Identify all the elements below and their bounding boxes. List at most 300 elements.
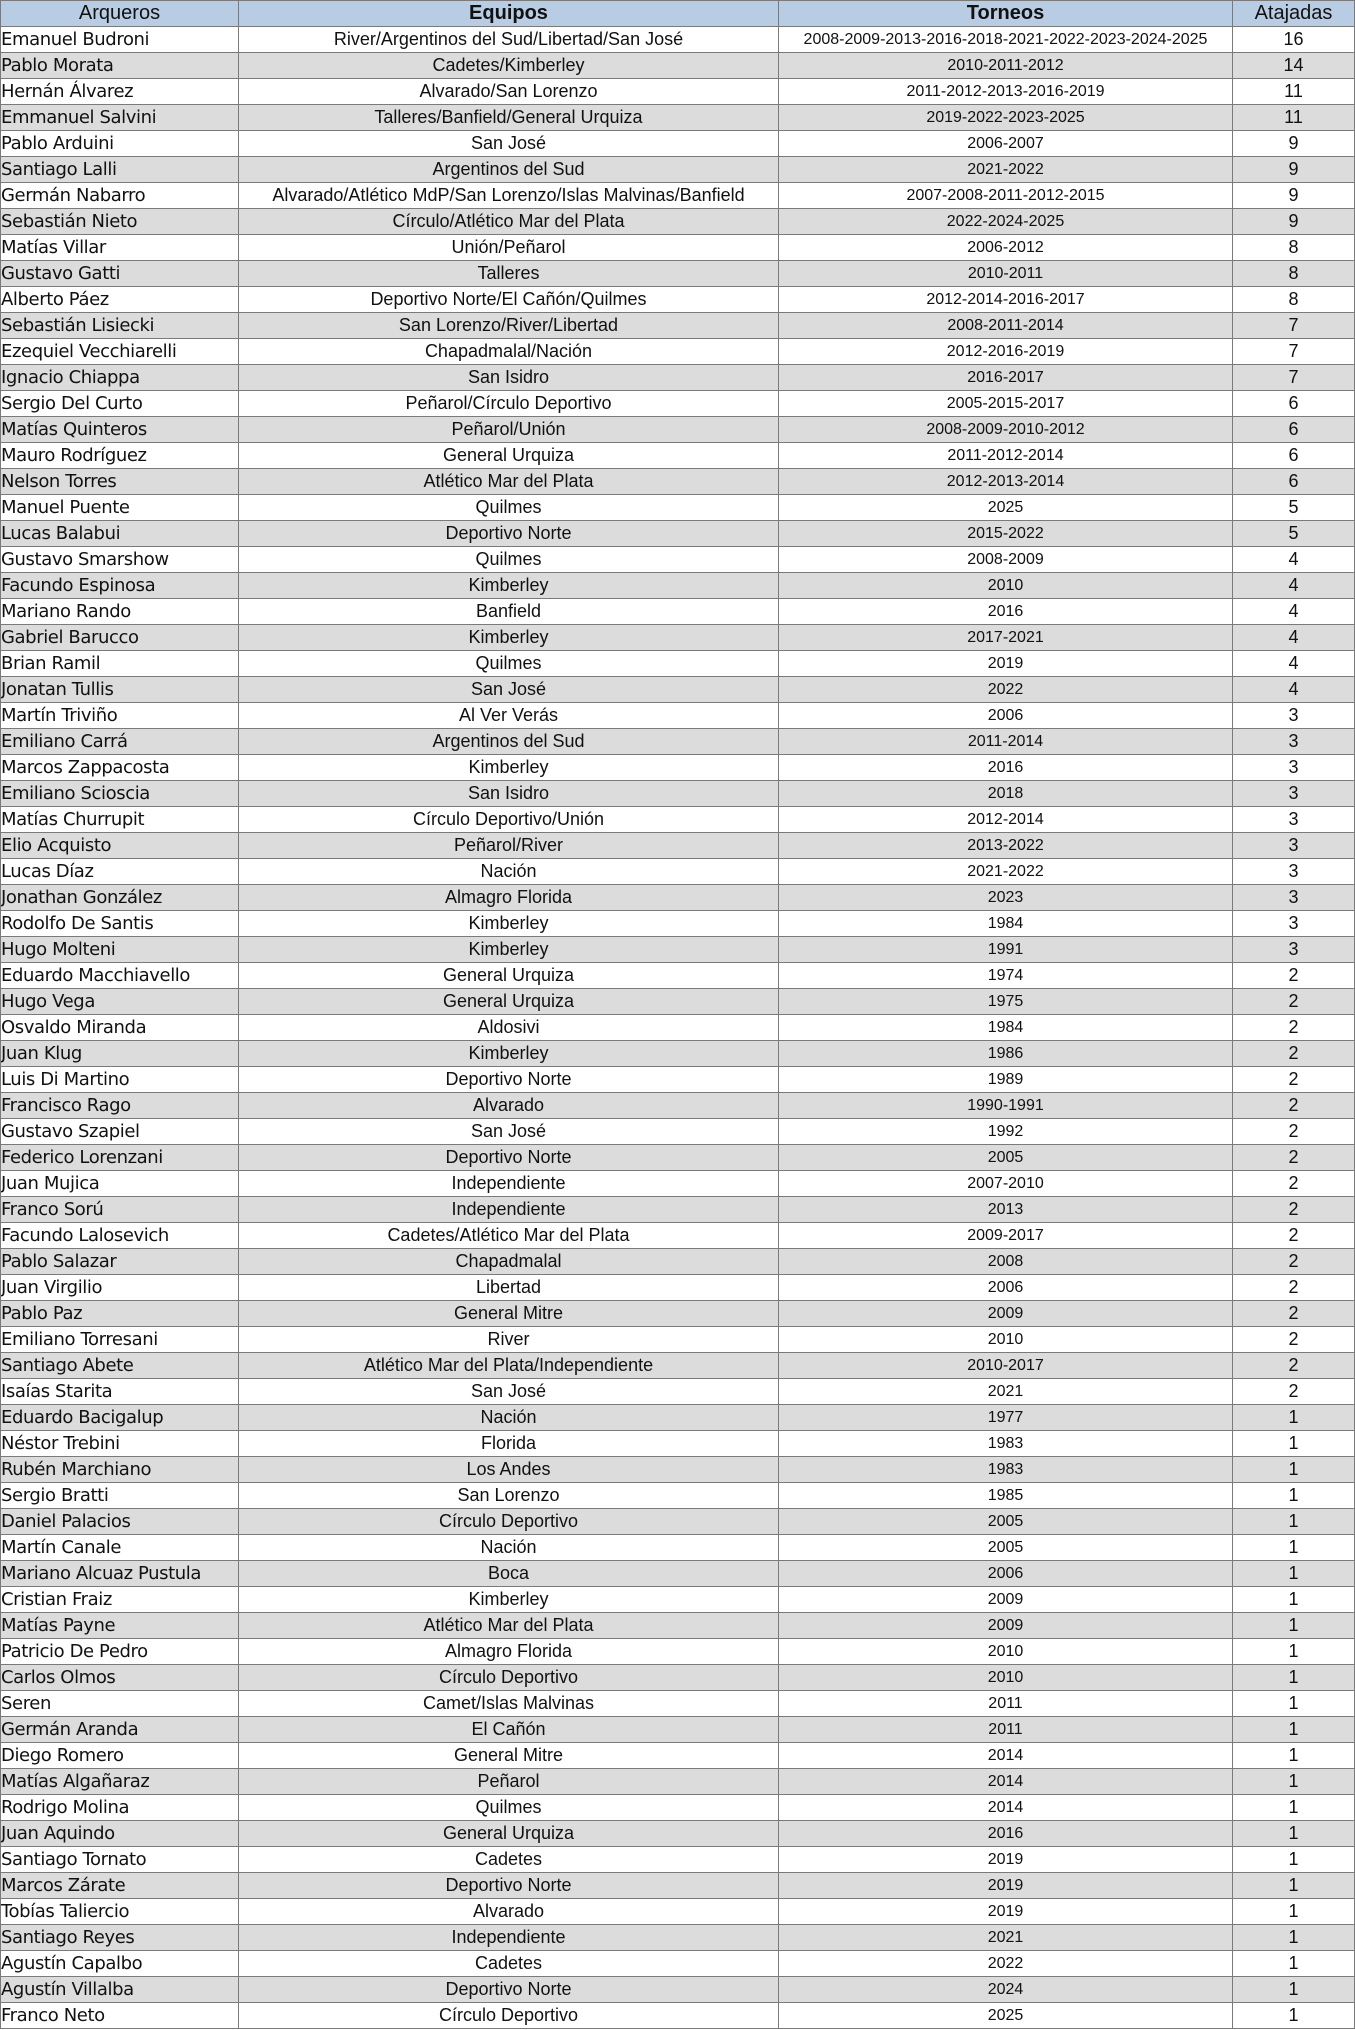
cell-arquero[interactable]: Matías Algañaraz	[1, 1769, 239, 1795]
cell-torneos[interactable]: 2019	[779, 651, 1233, 677]
cell-equipos[interactable]: General Mitre	[239, 1743, 779, 1769]
cell-torneos[interactable]: 1985	[779, 1483, 1233, 1509]
cell-torneos[interactable]: 2006-2012	[779, 235, 1233, 261]
cell-torneos[interactable]: 2008-2011-2014	[779, 313, 1233, 339]
cell-torneos[interactable]: 2006	[779, 1275, 1233, 1301]
cell-arquero[interactable]: Gustavo Szapiel	[1, 1119, 239, 1145]
cell-torneos[interactable]: 2023	[779, 885, 1233, 911]
cell-arquero[interactable]: Agustín Villalba	[1, 1977, 239, 2003]
cell-arquero[interactable]: Santiago Tornato	[1, 1847, 239, 1873]
cell-atajadas[interactable]: 2	[1233, 1015, 1355, 1041]
cell-torneos[interactable]: 2011	[779, 1717, 1233, 1743]
cell-arquero[interactable]: Franco Neto	[1, 2003, 239, 2029]
cell-torneos[interactable]: 1974	[779, 963, 1233, 989]
cell-equipos[interactable]: San Lorenzo	[239, 1483, 779, 1509]
cell-arquero[interactable]: Brian Ramil	[1, 651, 239, 677]
cell-atajadas[interactable]: 8	[1233, 235, 1355, 261]
cell-arquero[interactable]: Emmanuel Salvini	[1, 105, 239, 131]
cell-arquero[interactable]: Lucas Díaz	[1, 859, 239, 885]
cell-arquero[interactable]: Isaías Starita	[1, 1379, 239, 1405]
cell-arquero[interactable]: Eduardo Macchiavello	[1, 963, 239, 989]
cell-equipos[interactable]: General Urquiza	[239, 989, 779, 1015]
cell-torneos[interactable]: 2011-2012-2013-2016-2019	[779, 79, 1233, 105]
cell-torneos[interactable]: 2008-2009	[779, 547, 1233, 573]
cell-equipos[interactable]: Círculo Deportivo	[239, 2003, 779, 2029]
cell-equipos[interactable]: Deportivo Norte	[239, 1873, 779, 1899]
cell-torneos[interactable]: 1977	[779, 1405, 1233, 1431]
cell-atajadas[interactable]: 3	[1233, 885, 1355, 911]
cell-arquero[interactable]: Germán Nabarro	[1, 183, 239, 209]
cell-torneos[interactable]: 2012-2013-2014	[779, 469, 1233, 495]
cell-torneos[interactable]: 2025	[779, 2003, 1233, 2029]
cell-atajadas[interactable]: 2	[1233, 1275, 1355, 1301]
cell-atajadas[interactable]: 2	[1233, 1093, 1355, 1119]
cell-torneos[interactable]: 2008-2009-2013-2016-2018-2021-2022-2023-2024-2025	[779, 27, 1233, 53]
cell-equipos[interactable]: General Mitre	[239, 1301, 779, 1327]
cell-arquero[interactable]: Juan Klug	[1, 1041, 239, 1067]
cell-arquero[interactable]: Jonathan González	[1, 885, 239, 911]
cell-arquero[interactable]: Juan Aquindo	[1, 1821, 239, 1847]
cell-equipos[interactable]: Argentinos del Sud	[239, 157, 779, 183]
cell-equipos[interactable]: Aldosivi	[239, 1015, 779, 1041]
cell-atajadas[interactable]: 3	[1233, 859, 1355, 885]
cell-equipos[interactable]: Almagro Florida	[239, 885, 779, 911]
cell-atajadas[interactable]: 1	[1233, 1743, 1355, 1769]
cell-torneos[interactable]: 1975	[779, 989, 1233, 1015]
cell-atajadas[interactable]: 1	[1233, 1899, 1355, 1925]
cell-equipos[interactable]: Independiente	[239, 1171, 779, 1197]
cell-equipos[interactable]: Alvarado	[239, 1093, 779, 1119]
cell-arquero[interactable]: Elio Acquisto	[1, 833, 239, 859]
cell-torneos[interactable]: 1986	[779, 1041, 1233, 1067]
cell-torneos[interactable]: 2019-2022-2023-2025	[779, 105, 1233, 131]
cell-equipos[interactable]: Almagro Florida	[239, 1639, 779, 1665]
cell-arquero[interactable]: Alberto Páez	[1, 287, 239, 313]
cell-atajadas[interactable]: 4	[1233, 677, 1355, 703]
cell-arquero[interactable]: Emiliano Torresani	[1, 1327, 239, 1353]
cell-equipos[interactable]: Alvarado/Atlético MdP/San Lorenzo/Islas Malvinas/Banfield	[239, 183, 779, 209]
cell-atajadas[interactable]: 7	[1233, 365, 1355, 391]
cell-atajadas[interactable]: 3	[1233, 781, 1355, 807]
cell-torneos[interactable]: 2016	[779, 755, 1233, 781]
cell-torneos[interactable]: 1990-1991	[779, 1093, 1233, 1119]
cell-arquero[interactable]: Gabriel Barucco	[1, 625, 239, 651]
cell-torneos[interactable]: 2019	[779, 1847, 1233, 1873]
cell-arquero[interactable]: Nelson Torres	[1, 469, 239, 495]
cell-atajadas[interactable]: 2	[1233, 989, 1355, 1015]
cell-arquero[interactable]: Hugo Molteni	[1, 937, 239, 963]
cell-atajadas[interactable]: 11	[1233, 105, 1355, 131]
cell-arquero[interactable]: Hernán Álvarez	[1, 79, 239, 105]
cell-arquero[interactable]: Hugo Vega	[1, 989, 239, 1015]
cell-atajadas[interactable]: 3	[1233, 911, 1355, 937]
cell-atajadas[interactable]: 3	[1233, 833, 1355, 859]
cell-atajadas[interactable]: 1	[1233, 1457, 1355, 1483]
cell-arquero[interactable]: Diego Romero	[1, 1743, 239, 1769]
cell-torneos[interactable]: 2006	[779, 703, 1233, 729]
cell-arquero[interactable]: Luis Di Martino	[1, 1067, 239, 1093]
cell-torneos[interactable]: 1983	[779, 1457, 1233, 1483]
cell-torneos[interactable]: 2010	[779, 1639, 1233, 1665]
cell-equipos[interactable]: Peñarol/Unión	[239, 417, 779, 443]
cell-torneos[interactable]: 2018	[779, 781, 1233, 807]
cell-equipos[interactable]: Cadetes/Atlético Mar del Plata	[239, 1223, 779, 1249]
cell-equipos[interactable]: Atlético Mar del Plata	[239, 1613, 779, 1639]
cell-equipos[interactable]: Alvarado/San Lorenzo	[239, 79, 779, 105]
cell-atajadas[interactable]: 5	[1233, 495, 1355, 521]
cell-arquero[interactable]: Matías Churrupit	[1, 807, 239, 833]
cell-equipos[interactable]: Alvarado	[239, 1899, 779, 1925]
cell-arquero[interactable]: Matías Quinteros	[1, 417, 239, 443]
cell-torneos[interactable]: 2013-2022	[779, 833, 1233, 859]
cell-arquero[interactable]: Ignacio Chiappa	[1, 365, 239, 391]
cell-equipos[interactable]: Deportivo Norte	[239, 1977, 779, 2003]
cell-equipos[interactable]: Quilmes	[239, 1795, 779, 1821]
cell-equipos[interactable]: General Urquiza	[239, 443, 779, 469]
cell-arquero[interactable]: Pablo Salazar	[1, 1249, 239, 1275]
cell-atajadas[interactable]: 6	[1233, 417, 1355, 443]
cell-equipos[interactable]: Kimberley	[239, 625, 779, 651]
cell-arquero[interactable]: Mariano Rando	[1, 599, 239, 625]
cell-arquero[interactable]: Emiliano Carrá	[1, 729, 239, 755]
cell-atajadas[interactable]: 2	[1233, 1223, 1355, 1249]
cell-equipos[interactable]: Kimberley	[239, 755, 779, 781]
cell-equipos[interactable]: Atlético Mar del Plata/Independiente	[239, 1353, 779, 1379]
cell-arquero[interactable]: Francisco Rago	[1, 1093, 239, 1119]
cell-atajadas[interactable]: 1	[1233, 1561, 1355, 1587]
cell-atajadas[interactable]: 6	[1233, 443, 1355, 469]
cell-arquero[interactable]: Gustavo Smarshow	[1, 547, 239, 573]
cell-atajadas[interactable]: 1	[1233, 1977, 1355, 2003]
cell-torneos[interactable]: 2014	[779, 1769, 1233, 1795]
cell-equipos[interactable]: San Isidro	[239, 365, 779, 391]
cell-arquero[interactable]: Sebastián Nieto	[1, 209, 239, 235]
cell-torneos[interactable]: 2007-2010	[779, 1171, 1233, 1197]
cell-torneos[interactable]: 2006	[779, 1561, 1233, 1587]
cell-equipos[interactable]: Banfield	[239, 599, 779, 625]
cell-equipos[interactable]: Deportivo Norte	[239, 1067, 779, 1093]
cell-torneos[interactable]: 2022	[779, 677, 1233, 703]
cell-atajadas[interactable]: 4	[1233, 547, 1355, 573]
cell-atajadas[interactable]: 3	[1233, 937, 1355, 963]
cell-atajadas[interactable]: 2	[1233, 1067, 1355, 1093]
cell-torneos[interactable]: 2010	[779, 1327, 1233, 1353]
cell-torneos[interactable]: 1991	[779, 937, 1233, 963]
cell-equipos[interactable]: San Isidro	[239, 781, 779, 807]
cell-arquero[interactable]: Germán Aranda	[1, 1717, 239, 1743]
cell-atajadas[interactable]: 9	[1233, 209, 1355, 235]
cell-arquero[interactable]: Franco Sorú	[1, 1197, 239, 1223]
cell-equipos[interactable]: Camet/Islas Malvinas	[239, 1691, 779, 1717]
cell-equipos[interactable]: Cadetes/Kimberley	[239, 53, 779, 79]
cell-equipos[interactable]: Peñarol	[239, 1769, 779, 1795]
cell-arquero[interactable]: Emanuel Budroni	[1, 27, 239, 53]
cell-equipos[interactable]: Deportivo Norte	[239, 1145, 779, 1171]
cell-equipos[interactable]: Boca	[239, 1561, 779, 1587]
cell-equipos[interactable]: Círculo Deportivo/Unión	[239, 807, 779, 833]
cell-equipos[interactable]: Chapadmalal/Nación	[239, 339, 779, 365]
cell-torneos[interactable]: 2013	[779, 1197, 1233, 1223]
cell-atajadas[interactable]: 9	[1233, 131, 1355, 157]
cell-arquero[interactable]: Pablo Morata	[1, 53, 239, 79]
cell-torneos[interactable]: 2005	[779, 1509, 1233, 1535]
cell-atajadas[interactable]: 1	[1233, 1509, 1355, 1535]
cell-torneos[interactable]: 2009-2017	[779, 1223, 1233, 1249]
cell-equipos[interactable]: Cadetes	[239, 1847, 779, 1873]
cell-torneos[interactable]: 2008	[779, 1249, 1233, 1275]
cell-atajadas[interactable]: 6	[1233, 391, 1355, 417]
cell-torneos[interactable]: 2016	[779, 599, 1233, 625]
cell-arquero[interactable]: Rubén Marchiano	[1, 1457, 239, 1483]
cell-atajadas[interactable]: 1	[1233, 1405, 1355, 1431]
cell-equipos[interactable]: Libertad	[239, 1275, 779, 1301]
cell-atajadas[interactable]: 8	[1233, 261, 1355, 287]
cell-equipos[interactable]: Nación	[239, 1535, 779, 1561]
cell-atajadas[interactable]: 2	[1233, 1145, 1355, 1171]
cell-torneos[interactable]: 2010	[779, 1665, 1233, 1691]
cell-equipos[interactable]: Unión/Peñarol	[239, 235, 779, 261]
cell-torneos[interactable]: 2021-2022	[779, 157, 1233, 183]
cell-arquero[interactable]: Daniel Palacios	[1, 1509, 239, 1535]
cell-arquero[interactable]: Ezequiel Vecchiarelli	[1, 339, 239, 365]
cell-equipos[interactable]: General Urquiza	[239, 963, 779, 989]
cell-atajadas[interactable]: 3	[1233, 729, 1355, 755]
cell-torneos[interactable]: 2014	[779, 1795, 1233, 1821]
cell-torneos[interactable]: 2011	[779, 1691, 1233, 1717]
cell-arquero[interactable]: Marcos Zappacosta	[1, 755, 239, 781]
cell-torneos[interactable]: 1983	[779, 1431, 1233, 1457]
cell-atajadas[interactable]: 3	[1233, 807, 1355, 833]
cell-torneos[interactable]: 2024	[779, 1977, 1233, 2003]
cell-torneos[interactable]: 2022-2024-2025	[779, 209, 1233, 235]
cell-arquero[interactable]: Cristian Fraiz	[1, 1587, 239, 1613]
cell-equipos[interactable]: Independiente	[239, 1925, 779, 1951]
cell-atajadas[interactable]: 1	[1233, 1769, 1355, 1795]
header-equipos[interactable]: Equipos	[239, 1, 779, 27]
cell-equipos[interactable]: Peñarol/River	[239, 833, 779, 859]
cell-torneos[interactable]: 2021	[779, 1379, 1233, 1405]
cell-torneos[interactable]: 1992	[779, 1119, 1233, 1145]
cell-torneos[interactable]: 2014	[779, 1743, 1233, 1769]
cell-atajadas[interactable]: 4	[1233, 573, 1355, 599]
cell-torneos[interactable]: 2011-2012-2014	[779, 443, 1233, 469]
cell-equipos[interactable]: Florida	[239, 1431, 779, 1457]
cell-equipos[interactable]: General Urquiza	[239, 1821, 779, 1847]
header-atajadas[interactable]: Atajadas	[1233, 1, 1355, 27]
cell-torneos[interactable]: 2010	[779, 573, 1233, 599]
cell-arquero[interactable]: Manuel Puente	[1, 495, 239, 521]
cell-equipos[interactable]: Círculo/Atlético Mar del Plata	[239, 209, 779, 235]
cell-equipos[interactable]: Kimberley	[239, 1587, 779, 1613]
cell-arquero[interactable]: Facundo Lalosevich	[1, 1223, 239, 1249]
cell-atajadas[interactable]: 9	[1233, 183, 1355, 209]
cell-atajadas[interactable]: 2	[1233, 1041, 1355, 1067]
cell-torneos[interactable]: 2010-2011	[779, 261, 1233, 287]
cell-arquero[interactable]: Federico Lorenzani	[1, 1145, 239, 1171]
cell-atajadas[interactable]: 2	[1233, 1249, 1355, 1275]
cell-atajadas[interactable]: 7	[1233, 313, 1355, 339]
cell-arquero[interactable]: Facundo Espinosa	[1, 573, 239, 599]
cell-arquero[interactable]: Lucas Balabui	[1, 521, 239, 547]
cell-arquero[interactable]: Carlos Olmos	[1, 1665, 239, 1691]
cell-atajadas[interactable]: 2	[1233, 1119, 1355, 1145]
cell-torneos[interactable]: 2022	[779, 1951, 1233, 1977]
cell-arquero[interactable]: Santiago Reyes	[1, 1925, 239, 1951]
cell-equipos[interactable]: El Cañón	[239, 1717, 779, 1743]
cell-atajadas[interactable]: 3	[1233, 755, 1355, 781]
cell-equipos[interactable]: Kimberley	[239, 573, 779, 599]
cell-arquero[interactable]: Emiliano Sciosсia	[1, 781, 239, 807]
cell-arquero[interactable]: Martín Triviño	[1, 703, 239, 729]
cell-atajadas[interactable]: 2	[1233, 1171, 1355, 1197]
cell-atajadas[interactable]: 1	[1233, 1717, 1355, 1743]
cell-atajadas[interactable]: 1	[1233, 1535, 1355, 1561]
cell-arquero[interactable]: Santiago Lalli	[1, 157, 239, 183]
cell-atajadas[interactable]: 2	[1233, 1197, 1355, 1223]
cell-torneos[interactable]: 2005	[779, 1145, 1233, 1171]
cell-torneos[interactable]: 2019	[779, 1899, 1233, 1925]
header-torneos[interactable]: Torneos	[779, 1, 1233, 27]
cell-equipos[interactable]: River/Argentinos del Sud/Libertad/San José	[239, 27, 779, 53]
cell-atajadas[interactable]: 14	[1233, 53, 1355, 79]
cell-equipos[interactable]: San Lorenzo/River/Libertad	[239, 313, 779, 339]
cell-torneos[interactable]: 2016	[779, 1821, 1233, 1847]
cell-arquero[interactable]: Eduardo Bacigalup	[1, 1405, 239, 1431]
cell-torneos[interactable]: 2017-2021	[779, 625, 1233, 651]
cell-torneos[interactable]: 2005	[779, 1535, 1233, 1561]
cell-equipos[interactable]: River	[239, 1327, 779, 1353]
cell-torneos[interactable]: 2009	[779, 1587, 1233, 1613]
cell-equipos[interactable]: San José	[239, 677, 779, 703]
cell-equipos[interactable]: Nación	[239, 1405, 779, 1431]
cell-equipos[interactable]: Al Ver Verás	[239, 703, 779, 729]
cell-arquero[interactable]: Mauro Rodríguez	[1, 443, 239, 469]
cell-atajadas[interactable]: 1	[1233, 1795, 1355, 1821]
cell-arquero[interactable]: Juan Virgilio	[1, 1275, 239, 1301]
cell-equipos[interactable]: San José	[239, 1119, 779, 1145]
cell-arquero[interactable]: Rodrigo Molina	[1, 1795, 239, 1821]
cell-arquero[interactable]: Mariano Alcuaz Pustula	[1, 1561, 239, 1587]
cell-torneos[interactable]: 2025	[779, 495, 1233, 521]
cell-torneos[interactable]: 2007-2008-2011-2012-2015	[779, 183, 1233, 209]
cell-equipos[interactable]: Círculo Deportivo	[239, 1509, 779, 1535]
cell-atajadas[interactable]: 6	[1233, 469, 1355, 495]
cell-torneos[interactable]: 1984	[779, 911, 1233, 937]
cell-arquero[interactable]: Tobías Taliercio	[1, 1899, 239, 1925]
cell-arquero[interactable]: Pablo Paz	[1, 1301, 239, 1327]
cell-atajadas[interactable]: 2	[1233, 963, 1355, 989]
cell-arquero[interactable]: Sergio Del Curto	[1, 391, 239, 417]
cell-atajadas[interactable]: 9	[1233, 157, 1355, 183]
cell-atajadas[interactable]: 7	[1233, 339, 1355, 365]
cell-arquero[interactable]: Seren	[1, 1691, 239, 1717]
cell-arquero[interactable]: Matías Villar	[1, 235, 239, 261]
cell-equipos[interactable]: Kimberley	[239, 937, 779, 963]
cell-torneos[interactable]: 2012-2014	[779, 807, 1233, 833]
cell-atajadas[interactable]: 1	[1233, 1431, 1355, 1457]
cell-arquero[interactable]: Patricio De Pedro	[1, 1639, 239, 1665]
cell-equipos[interactable]: Talleres/Banfield/General Urquiza	[239, 105, 779, 131]
cell-atajadas[interactable]: 1	[1233, 1613, 1355, 1639]
cell-atajadas[interactable]: 3	[1233, 703, 1355, 729]
cell-torneos[interactable]: 1989	[779, 1067, 1233, 1093]
cell-torneos[interactable]: 2015-2022	[779, 521, 1233, 547]
cell-equipos[interactable]: Círculo Deportivo	[239, 1665, 779, 1691]
cell-torneos[interactable]: 2009	[779, 1613, 1233, 1639]
cell-torneos[interactable]: 2010-2017	[779, 1353, 1233, 1379]
cell-equipos[interactable]: Cadetes	[239, 1951, 779, 1977]
cell-arquero[interactable]: Rodolfo De Santis	[1, 911, 239, 937]
cell-atajadas[interactable]: 1	[1233, 1951, 1355, 1977]
cell-equipos[interactable]: Quilmes	[239, 651, 779, 677]
cell-arquero[interactable]: Juan Mujica	[1, 1171, 239, 1197]
cell-arquero[interactable]: Osvaldo Miranda	[1, 1015, 239, 1041]
cell-torneos[interactable]: 2012-2014-2016-2017	[779, 287, 1233, 313]
cell-equipos[interactable]: Argentinos del Sud	[239, 729, 779, 755]
cell-atajadas[interactable]: 2	[1233, 1327, 1355, 1353]
cell-arquero[interactable]: Gustavo Gatti	[1, 261, 239, 287]
cell-equipos[interactable]: Atlético Mar del Plata	[239, 469, 779, 495]
cell-atajadas[interactable]: 1	[1233, 2003, 1355, 2029]
cell-equipos[interactable]: Independiente	[239, 1197, 779, 1223]
cell-arquero[interactable]: Agustín Capalbo	[1, 1951, 239, 1977]
cell-arquero[interactable]: Martín Canale	[1, 1535, 239, 1561]
cell-atajadas[interactable]: 1	[1233, 1639, 1355, 1665]
cell-atajadas[interactable]: 1	[1233, 1847, 1355, 1873]
header-arqueros[interactable]: Arqueros	[1, 1, 239, 27]
cell-torneos[interactable]: 2005-2015-2017	[779, 391, 1233, 417]
cell-arquero[interactable]: Matías Payne	[1, 1613, 239, 1639]
cell-torneos[interactable]: 2019	[779, 1873, 1233, 1899]
cell-atajadas[interactable]: 5	[1233, 521, 1355, 547]
cell-arquero[interactable]: Jonatan Tullis	[1, 677, 239, 703]
cell-torneos[interactable]: 2016-2017	[779, 365, 1233, 391]
cell-equipos[interactable]: Los Andes	[239, 1457, 779, 1483]
cell-equipos[interactable]: Talleres	[239, 261, 779, 287]
cell-equipos[interactable]: San José	[239, 131, 779, 157]
cell-torneos[interactable]: 2011-2014	[779, 729, 1233, 755]
cell-equipos[interactable]: Quilmes	[239, 547, 779, 573]
cell-torneos[interactable]: 2008-2009-2010-2012	[779, 417, 1233, 443]
cell-torneos[interactable]: 2012-2016-2019	[779, 339, 1233, 365]
cell-arquero[interactable]: Néstor Trebini	[1, 1431, 239, 1457]
cell-atajadas[interactable]: 2	[1233, 1379, 1355, 1405]
cell-equipos[interactable]: Nación	[239, 859, 779, 885]
cell-equipos[interactable]: Chapadmalal	[239, 1249, 779, 1275]
cell-torneos[interactable]: 2021-2022	[779, 859, 1233, 885]
cell-arquero[interactable]: Sergio Bratti	[1, 1483, 239, 1509]
cell-equipos[interactable]: Deportivo Norte	[239, 521, 779, 547]
cell-atajadas[interactable]: 4	[1233, 651, 1355, 677]
cell-atajadas[interactable]: 2	[1233, 1353, 1355, 1379]
cell-atajadas[interactable]: 1	[1233, 1925, 1355, 1951]
cell-torneos[interactable]: 2009	[779, 1301, 1233, 1327]
cell-atajadas[interactable]: 4	[1233, 625, 1355, 651]
cell-atajadas[interactable]: 1	[1233, 1483, 1355, 1509]
cell-atajadas[interactable]: 1	[1233, 1587, 1355, 1613]
cell-atajadas[interactable]: 1	[1233, 1691, 1355, 1717]
cell-equipos[interactable]: San José	[239, 1379, 779, 1405]
cell-torneos[interactable]: 1984	[779, 1015, 1233, 1041]
cell-atajadas[interactable]: 1	[1233, 1821, 1355, 1847]
cell-torneos[interactable]: 2021	[779, 1925, 1233, 1951]
cell-atajadas[interactable]: 1	[1233, 1873, 1355, 1899]
cell-arquero[interactable]: Sebastián Lisiecki	[1, 313, 239, 339]
cell-equipos[interactable]: Quilmes	[239, 495, 779, 521]
cell-arquero[interactable]: Marcos Zárate	[1, 1873, 239, 1899]
cell-torneos[interactable]: 2010-2011-2012	[779, 53, 1233, 79]
cell-equipos[interactable]: Kimberley	[239, 911, 779, 937]
